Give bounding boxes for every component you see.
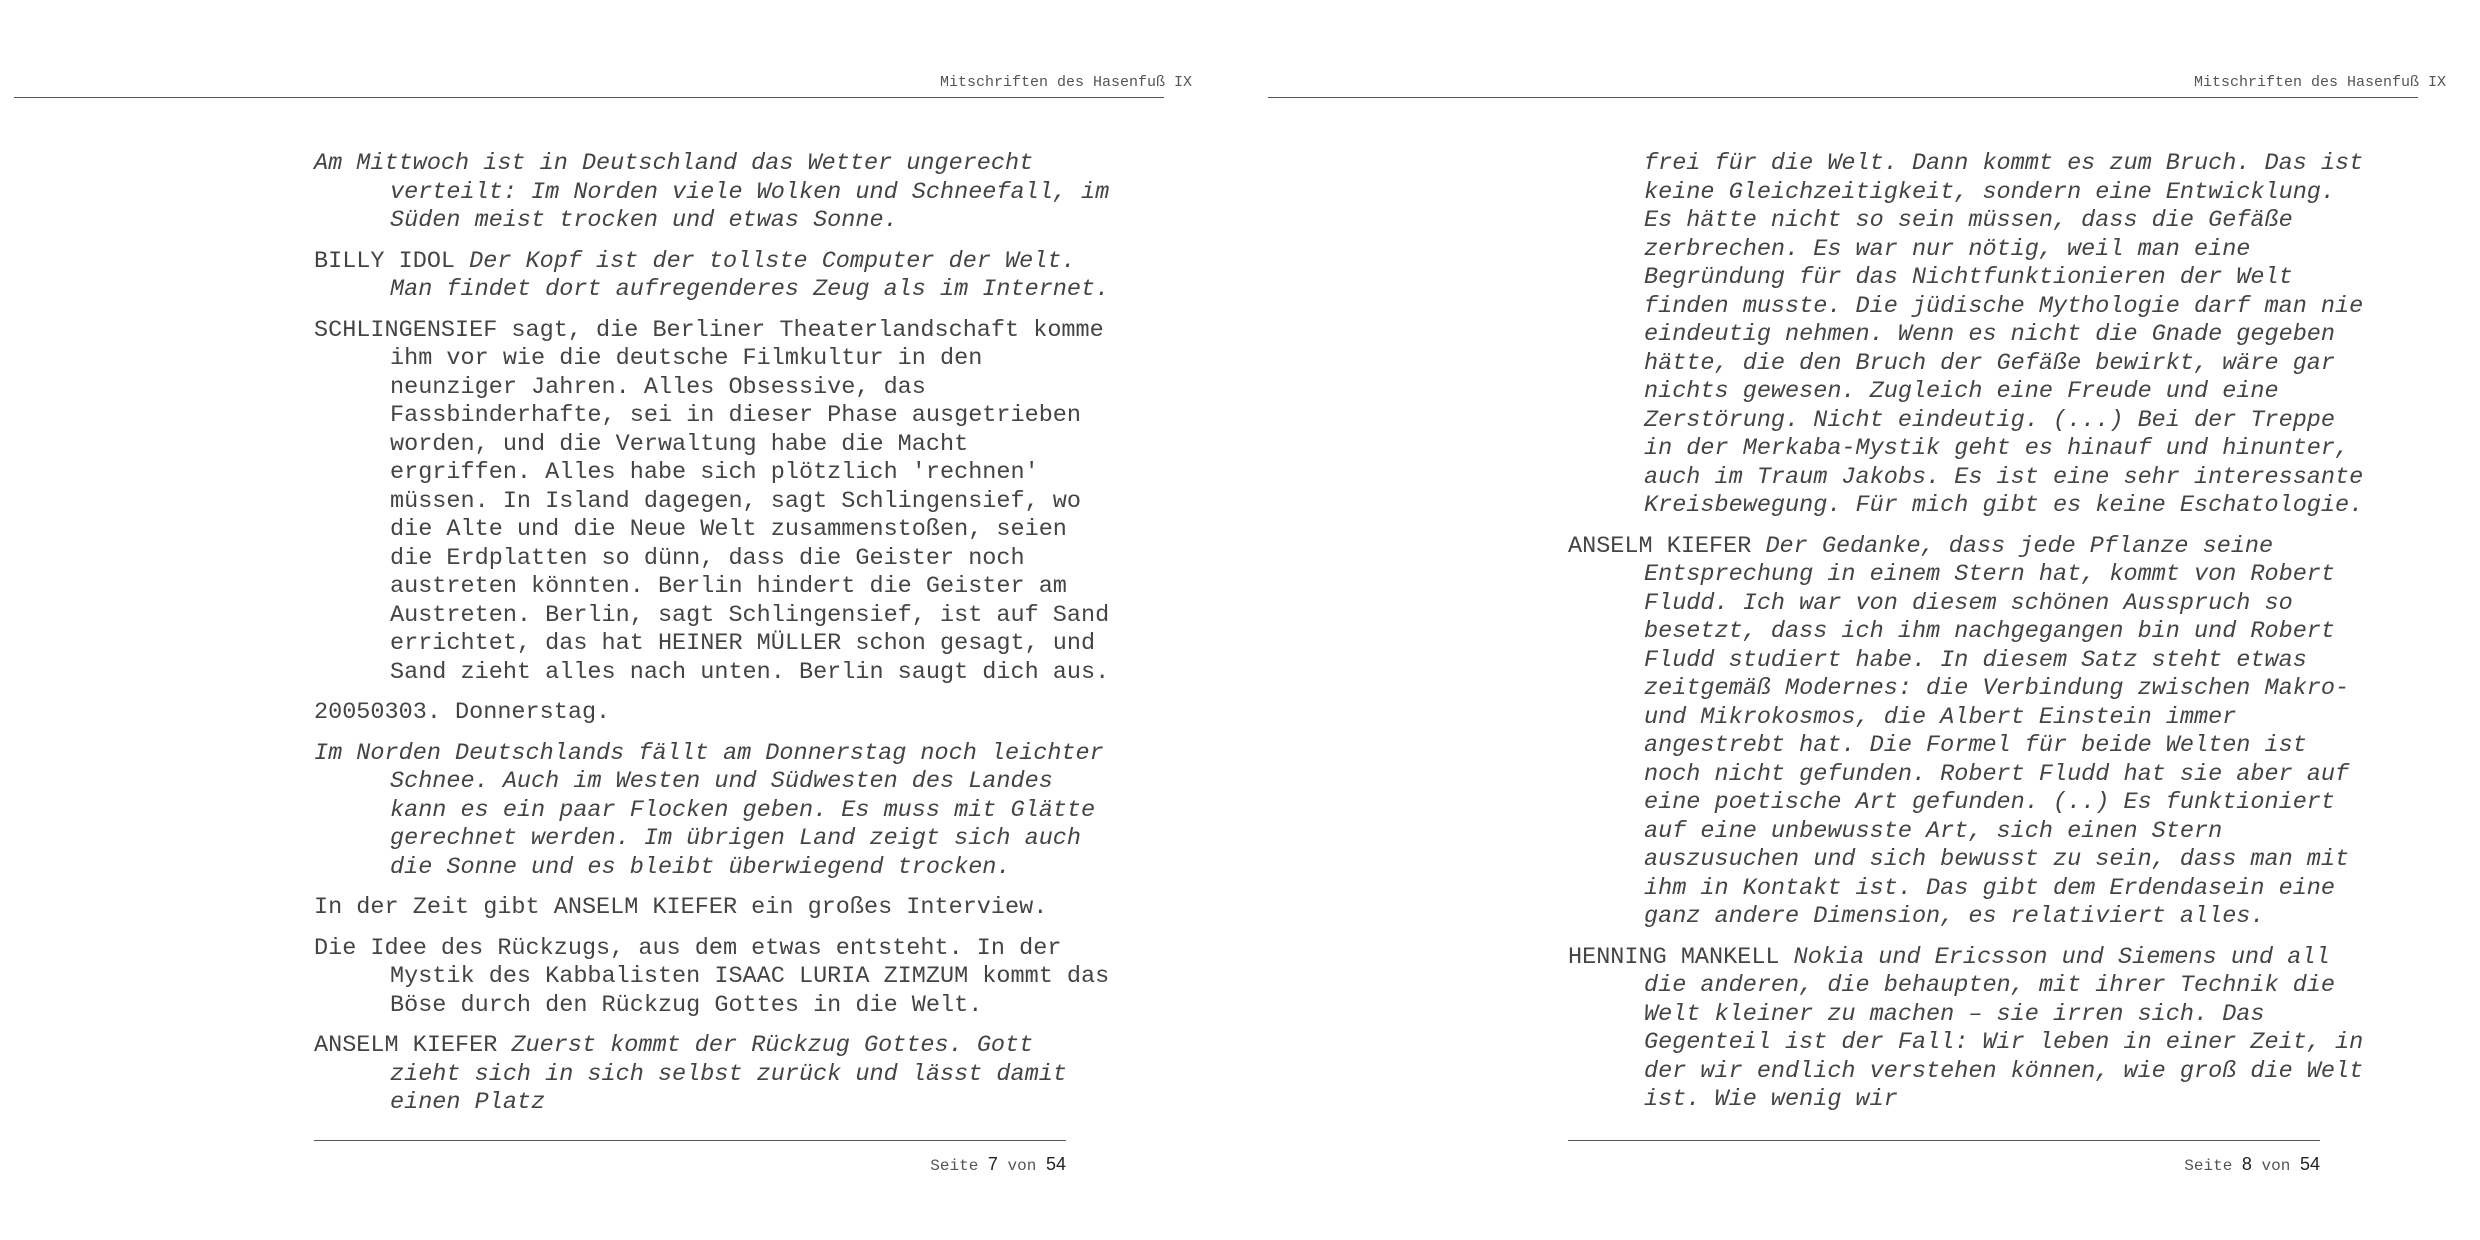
footer-rule [314,1140,1066,1141]
folio-sep: von [1007,1157,1037,1175]
header-rule [14,97,1164,98]
header-rule [1268,97,2418,98]
folio-prefix: Seite [2184,1157,2233,1175]
folio-page: 7 [987,1154,998,1174]
footer-rule [1568,1140,2320,1141]
folio-page: 8 [2241,1154,2252,1174]
paragraph-text: SCHLINGENSIEF sagt, die Berliner Theaterlandschaft komme ihm vor wie die deutsche Filmkultur in den neunziger Jahren. Alles Obsessive, das Fassbinderhafte, sei in dieser Phase ausgetrieben worden, und die Verwaltung habe die Macht ergriffen. Alles habe sich plötzlich 'rechnen' müssen. In Island dagegen, sagt Schlingensief, wo die Alte und die Neue Welt zusammenstoßen, seien die Erdplatten so dünn, dass die Geister noch austreten könnten. Berlin hindert die Geister am Austreten. Berlin, sagt Schlingensief, ist auf Sand errichtet, das hat HEINER MÜLLER schon gesagt, und Sand zieht alles nach unten. Berlin saugt dich aus. [314,316,1110,686]
paragraph [1568,150,2368,521]
date-line [314,699,1114,728]
page-right [1254,0,2480,1240]
quote-text: Nokia und Ericsson und Siemens und all die anderen, die behaupten, mit ihrer Technik die Welt kleiner zu machen – sie irren sich. Das Gegenteil ist der Fall: Wir leben in einer Zeit, in der wir endlich verstehen können, wie groß die Welt ist. Wie wenig wir [1644,943,2364,1113]
paragraph-text: Am Mittwoch ist in Deutschland das Wetter ungerecht verteilt: Im Norden viele Wolken und Schneefall, im Süden meist trocken und etwas Sonne. [314,150,1110,234]
paragraph [314,248,1114,305]
paragraph [314,894,1114,923]
folio-prefix: Seite [930,1157,979,1175]
paragraph-text: Die Idee des Rückzugs, aus dem etwas entsteht. In der Mystik des Kabbalisten ISAAC LURIA ZIMZUM kommt das Böse durch den Rückzug Gottes in die Welt. [314,934,1110,1019]
folio-sep: von [2261,1157,2291,1175]
running-head: Mitschriften des Hasenfuß IX [939,74,1192,91]
paragraph-text: frei für die Welt. Dann kommt es zum Bruch. Das ist keine Gleichzeitigkeit, sondern eine Entwicklung. Es hätte nicht so sein müssen, dass die Gefäße zerbrechen. Es war nur nötig, weil man eine Begründung für das Nichtfunktionieren der Welt finden musste. Die jüdische Mythologie darf man nie eindeutig nehmen. Wenn es nicht die Gnade gegeben hätte, die den Bruch der Gefäße bewirkt, wäre gar nichts gewesen. Zugleich eine Freude und eine Zerstörung. Nicht eindeutig. (...) Bei der Treppe in der Merkaba-Mystik geht es hinauf und hinunter, auch im Traum Jakobs. Es ist eine sehr interessante Kreisbewegung. Für mich gibt es keine Eschatologie. [1644,150,2364,519]
running-head: Mitschriften des Hasenfuß IX [2193,74,2446,91]
page-body [314,150,1114,1130]
paragraph [314,935,1114,1021]
paragraph-text: 20050303. Donnerstag. [314,699,611,726]
paragraph-text: Im Norden Deutschlands fällt am Donnerstag noch leichter Schnee. Auch im Westen und Südwesten des Landes kann es ein paar Flocken geben. Es muss mit Glätte gerechnet werden. Im übrigen Land zeigt sich auch die Sonne und es bleibt überwiegend trocken. [314,739,1104,881]
paragraph [1568,944,2368,1115]
page-body [1568,150,2368,1127]
quote-text: Zuerst kommt der Rückzug Gottes. Gott zieht sich in sich selbst zurück und lässt damit einen Platz [390,1032,1067,1116]
paragraph [314,317,1114,688]
paragraph [314,150,1114,236]
speaker-name: BILLY IDOL [314,247,456,275]
speaker-name: ANSELM KIEFER [314,1032,498,1059]
page-number [1568,1154,2320,1175]
quote-text: Der Gedanke, dass jede Pflanze seine Entsprechung in einem Stern hat, kommt von Robert Fludd. Ich war von diesem schönen Ausspruch so besetzt, dass ich ihm nachgegangen bin und Robert Fludd studiert habe. In diesem Satz steht etwas zeitgemäß Modernes: die Verbindung zwischen Makro- und Mikrokosmos, die Albert Einstein immer angestrebt hat. Die Formel für beide Welten ist noch nicht gefunden. Robert Fludd hat sie aber auf eine poetische Art gefunden. (..) Es funktioniert auf eine unbewusste Art, sich einen Stern auszusuchen und sich bewusst zu sein, dass man mit ihm in Kontakt ist. Das gibt dem Erdendasein eine ganz andere Dimension, es relativiert alles. [1644,532,2350,930]
folio-total: 54 [2299,1154,2320,1174]
paragraph-text: In der Zeit gibt ANSELM KIEFER ein großes Interview. [314,894,1048,921]
speaker-name: HENNING MANKELL [1568,943,1780,971]
quote-text: Der Kopf ist der tollste Computer der Welt. Man findet dort aufregenderes Zeug als im Internet. [390,247,1110,303]
paragraph [1568,533,2368,932]
page-number [314,1154,1066,1175]
paragraph [314,1032,1114,1118]
folio-total: 54 [1045,1154,1066,1174]
speaker-name: ANSELM KIEFER [1568,532,1752,560]
paragraph [314,740,1114,883]
